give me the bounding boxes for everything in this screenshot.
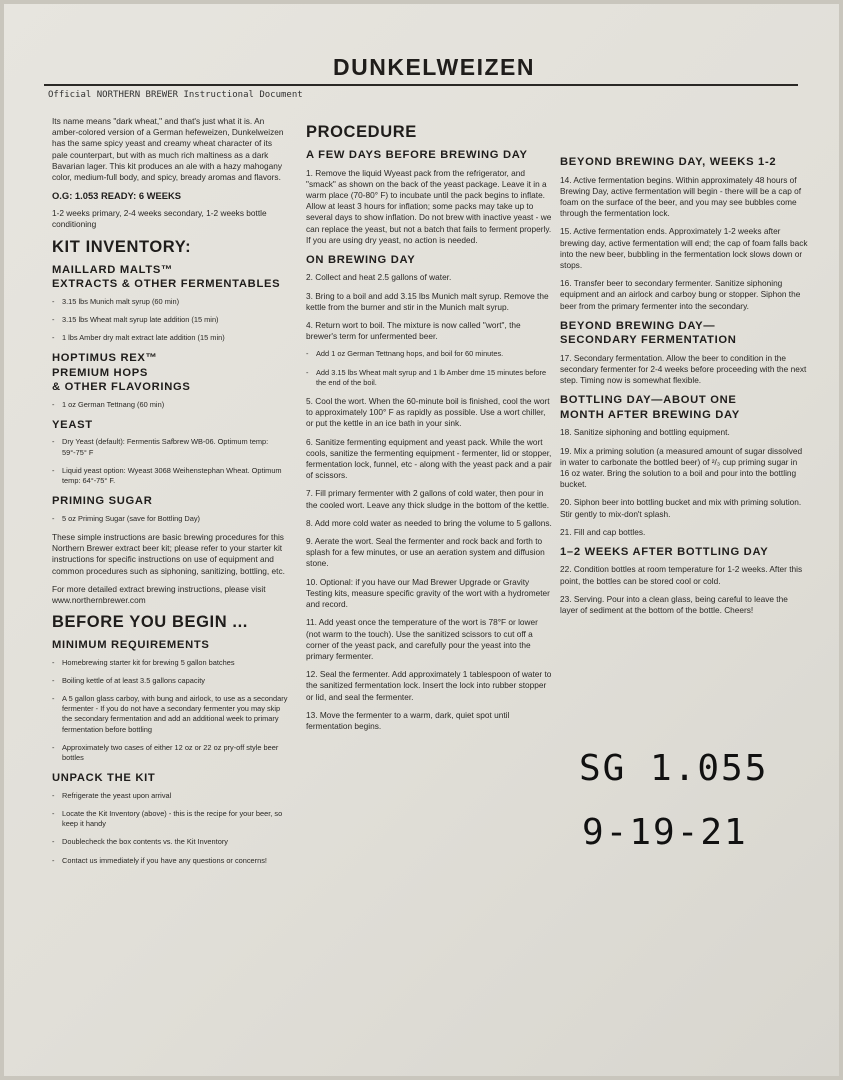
list-item: - 1 oz German Tettnang (60 min) [52,400,288,410]
unpack-kit-list [52,791,288,866]
malts-heading [52,263,288,292]
step-19: 19. Mix a priming solution (a measured amount of sugar dissolved in water to carbonate the bottled beer) of ²/₃ cup priming sugar in 16 oz water. Bring the solution to a boil and pour into the bottling bucket. [560,445,803,490]
step-2: 2. Collect and heat 2.5 gallons of water. [306,272,452,283]
bottling-heading-line: MONTH AFTER BREWING DAY [560,408,740,421]
secondary-heading-line: SECONDARY FERMENTATION [560,334,737,347]
bottling-heading-line: BOTTLING DAY—ABOUT ONE [560,394,737,407]
list-item: - Dry Yeast (default): Fermentis Safbrew WB-06. Optimum temp: 59°-75° F [52,437,288,457]
hops-heading [52,351,288,395]
intro-paragraph: Its name means "dark wheat," and that's just what it is. An amber-colored version of a German hefeweizen, Dunkelweizen has the same spicy yeast and creamy wheat character of its pale counterpart, but with as much rich maltiness as a dark Bavarian lager. This kit produces an ale with a hazy mahogany color, medium-full body, and spicy, bready aromas and flavors. [52,116,284,183]
step-22: 22. Condition bottles at room temperature for 1-2 weeks. After this point, the bottles can be stored cool or cold. [560,564,803,586]
malts-heading-line: EXTRACTS & OTHER FERMENTABLES [52,278,281,291]
list-item: - Add 3.15 lbs Wheat malt syrup and 1 lb Amber dme 15 minutes before the end of the boil. [306,368,552,388]
schedule-text: 1-2 weeks primary, 2-4 weeks secondary, 1-2 weeks bottle conditioning [52,208,267,230]
step-7: 7. Fill primary fermenter with 2 gallons of cold water, then pour in the cooled wort. Leave any thick sludge in the bottom of the kettle. [306,488,550,510]
step-5: 5. Cool the wort. When the 60-minute boil is finished, cool the wort to approximately 100° F as rapidly as possible. Use a wort chiller, or put the kettle in an ice bath in your sink. [306,396,550,429]
few-days-before-heading: A FEW DAYS BEFORE BREWING DAY [306,149,528,161]
middle-column [306,116,552,739]
detailed-instructions-note: For more detailed extract brewing instructions, please visit www.northernbrewer.com [52,583,266,605]
step-6: 6. Sanitize fermenting equipment and yeast pack. While the wort cools, sanitize the fermenting equipment - fermenter, lid or stopper, fermentation lock, funnel, etc - along with the yeast pack and a pair of scissors. [306,436,552,481]
secondary-fermentation-heading [560,319,808,348]
og-ready-line: O.G: 1.053 READY: 6 WEEKS [52,190,182,202]
hops-heading-line: PREMIUM HOPS [52,366,149,379]
step-4: 4. Return wort to boil. The mixture is now called "wort", the brewer's term for unfermented beer. [306,320,521,342]
title-divider [44,84,798,86]
step-13: 13. Move the fermenter to a warm, dark, quiet spot until fermentation begins. [306,709,510,731]
minimum-requirements-heading: MINIMUM REQUIREMENTS [52,639,210,652]
step-16: 16. Transfer beer to secondary fermenter. Sanitize siphoning equipment and an airlock and carboy bung or stopper. Siphon the beer from the primary fermenter into the secondary. [560,278,801,311]
instruction-sheet [4,4,839,1076]
bottling-day-heading [560,393,808,422]
hops-heading-line: HOPTIMUS REX™ [52,352,158,365]
list-item: - Locate the Kit Inventory (above) - this is the recipe for your beer, so keep it handy [52,809,288,829]
priming-sugar-heading: PRIMING SUGAR [52,495,153,508]
list-item: - Refrigerate the yeast upon arrival [52,791,288,801]
malts-list [52,297,288,344]
hops-heading-line: & OTHER FLAVORINGS [52,381,191,394]
step-1: 1. Remove the liquid Wyeast pack from the refrigerator, and "smack" as shown on the back of the yeast package. Leave it in a warm place (70-80° F) to incubate until the pack begins to inflate. Allow at least 3 hours for inflation; some packs may take up to several days to show inflation. Do not brew with inactive yeast - we can replace the yeast, but not a batch that fails to ferment properly. If you are using dry yeast, no action is needed. [306,167,552,245]
procedure-heading: PROCEDURE [306,123,417,141]
step-23: 23. Serving. Pour into a clean glass, being careful to leave the layer of sediment at the bottom of the bottle. Cheers! [560,593,788,616]
list-item: - Boiling kettle of at least 3.5 gallons capacity [52,676,288,686]
step-4-list [306,349,552,388]
yeast-list [52,437,288,486]
list-item: - Add 1 oz German Tettnang hops, and boil for 60 minutes. [306,349,552,359]
unpack-kit-heading: UNPACK THE KIT [52,772,156,785]
hops-list [52,400,288,410]
after-bottling-heading: 1–2 WEEKS AFTER BOTTLING DAY [560,545,769,558]
on-brewing-day-heading: ON BREWING DAY [306,253,416,266]
step-18: 18. Sanitize siphoning and bottling equipment. [560,427,730,438]
list-item: - 1 lbs Amber dry malt extract late addition (15 min) [52,333,288,343]
list-item: - Liquid yeast option: Wyeast 3068 Weihenstephan Wheat. Optimum temp: 64°-75° F. [52,466,288,486]
list-item: - Homebrewing starter kit for brewing 5 gallon batches [52,658,288,668]
step-8: 8. Add more cold water as needed to bring the volume to 5 gallons. [306,517,552,528]
list-item: - A 5 gallon glass carboy, with bung and airlock, to use as a secondary fermenter - If you do not have a secondary fermenter you may skip the secondary fermentation and add an additional week to primary fermentation before bottling [52,694,288,735]
handwritten-date-note: 9-19-21 [582,812,748,853]
list-item: - Approximately two cases of either 12 oz or 22 oz pry-off style beer bottles [52,743,288,763]
step-14: 14. Active fermentation begins. Within approximately 48 hours of Brewing Day, active fermentation will begin - there will be a cap of foam on the surface of the beer, and you may see bubbles come through the fermentation lock. [560,174,802,219]
list-item: - 3.15 lbs Wheat malt syrup late addition (15 min) [52,315,288,325]
list-item: - 3.15 lbs Munich malt syrup (60 min) [52,297,288,307]
simple-instructions-note: These simple instructions are basic brewing procedures for this Northern Brewer extract beer kit; please refer to your starter kit instructions for specific instructions on use of equipment and common procedures such as siphoning, sanitizing, bottling, etc. [52,531,285,576]
step-15: 15. Active fermentation ends. Approximately 1-2 weeks after brewing day, active fermentation will end; the cap of foam falls back into the new beer, bubbling in the fermentation lock slows down or stops. [560,226,808,270]
right-column [560,150,808,623]
step-3: 3. Bring to a boil and add 3.15 lbs Munich malt syrup. Remove the kettle from the burner and stir in the Munich malt syrup. [306,290,549,312]
list-item: - 5 oz Priming Sugar (save for Bottling Day) [52,514,288,524]
list-item: - Doublecheck the box contents vs. the Kit Inventory [52,837,288,847]
step-9: 9. Aerate the wort. Seal the fermenter and rock back and forth to splash for a few minutes, or use an aeration system and diffusion stone. [306,536,545,569]
before-you-begin-heading: BEFORE YOU BEGIN ... [52,613,248,632]
step-10: 10. Optional: if you have our Mad Brewer Upgrade or Gravity Testing kits, measure specific gravity of the wort with a hydrometer and record. [306,576,550,610]
secondary-heading-line: BEYOND BREWING DAY— [560,319,716,332]
document-title: DUNKELWEIZEN [333,54,535,80]
official-document-line: Official NORTHERN BREWER Instructional Document [48,90,303,100]
beyond-weeks-1-2-heading: BEYOND BREWING DAY, WEEKS 1-2 [560,156,777,168]
left-column [52,116,288,874]
yeast-heading: YEAST [52,418,93,431]
step-17: 17. Secondary fermentation. Allow the beer to condition in the secondary fermenter for 2-4 weeks before proceeding with the next step. Timing now is somewhat flexible. [560,352,807,386]
step-21: 21. Fill and cap bottles. [560,526,646,537]
kit-inventory-heading: KIT INVENTORY: [52,237,192,256]
step-11: 11. Add yeast once the temperature of the wort is 78°F or lower (not warm to the touch). Use the sanitized scissors to cut off a corner of the yeast pack, and carefully pour the yeast into the primary fermenter. [306,617,538,661]
list-item: - Contact us immediately if you have any questions or concerns! [52,856,288,866]
priming-list [52,514,288,524]
step-20: 20. Siphon beer into bottling bucket and mix with priming solution. Stir gently to mix-don't splash. [560,497,802,519]
handwritten-gravity-note: SG 1.055 [579,748,769,789]
step-12: 12. Seal the fermenter. Add approximately 1 tablespoon of water to the sanitized fermentation lock. Insert the lock into rubber stopper or lid, and seal the fermenter. [306,669,552,702]
minimum-requirements-list [52,658,288,764]
malts-heading-line: MAILLARD MALTS™ [52,263,173,276]
